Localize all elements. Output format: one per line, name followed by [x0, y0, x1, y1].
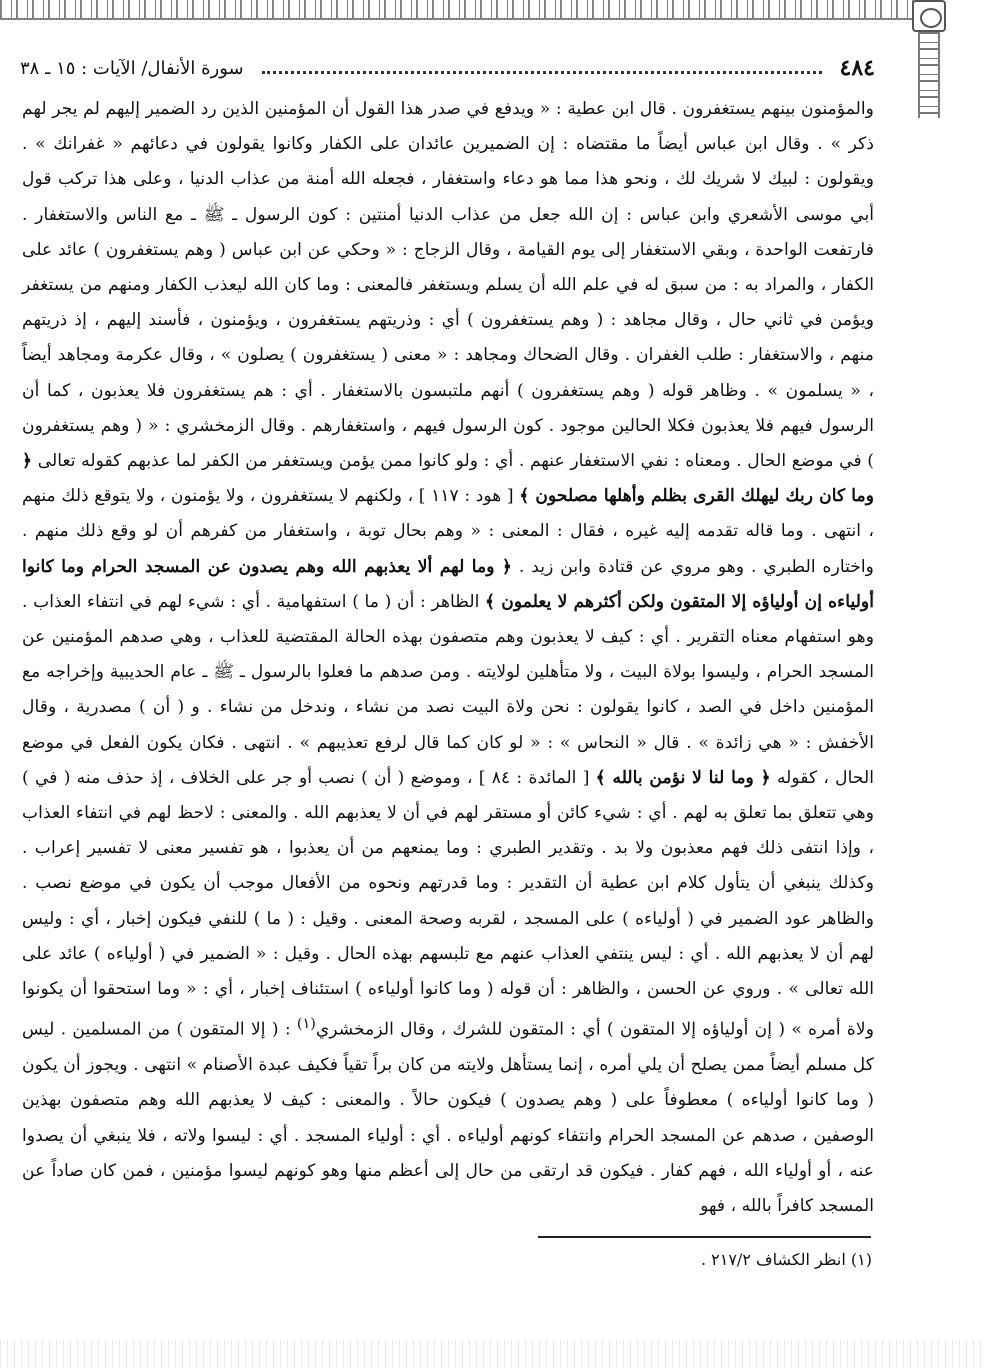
quran-verse: ﴿ وما كان ربك ليهلك القرى بظلم وأهلها مصلحون ﴾ — [22, 451, 875, 507]
page-number: ٤٨٤ — [839, 55, 875, 81]
body-text-segment: : ( إلا المتقون ) من المسلمين . ليس كل مسلم أيضاً ممن يصلح أن يلي أمره ، إنما يستأهل ولايته من كان براً تقياً فكيف عبدة الأصنام » انتهى . ويجوز أن يكون ( وما كانوا أولياءه ) معطوفاً على ( وهم يصدون ) فيكون حالاً . والمعنى : كيف لا يعذبهم الله وهم متصفون بهذين الوصفين ، صدهم عن المسجد الحرام وانتفاء كونهم أولياءه . أي : أولياء المسجد . أي : ليسوا ولاته ، فلا ينبغي أن يصدوا عنه ، أو أولياء الله ، فهم كفار . فيكون قد ارتقى من حال إلى أعظم منها وهو كونهم ليسوا مؤمنين ، فمن كان صاداً عن المسجد كافراً بالله ، فهو — [22, 1020, 874, 1217]
footnote: (١) انظر الكشاف ٢١٧/٢ . — [700, 1250, 872, 1269]
top-ornamental-border — [0, 0, 930, 20]
corner-ornament — [912, 0, 946, 32]
page-header — [20, 48, 875, 88]
body-text-segment: الظاهر : أن ( ما ) استفهامية . أي : شيء لهم في انتفاء العذاب . وهو استفهام معناه التقرير . أي : كيف لا يعذبون وهم متصفون بهذه الحالة المقتضية للعذاب ، وهي صدهم المؤمنين عن المسجد الحرام ، وليسوا بولاة البيت ، ولا متأهلين لولايته . ومن صدهم ما فعلوا بالرسول ـ ﷺ ـ عام الحديبية وإخراجه مع المؤمنين داخل في الصد ، كانوا يقولون : نحن ولاة البيت نصد من نشاء ، وندخل من نشاء . و ( أن ) مصدرية ، وقال الأخفش : « هي زائدة » . قال « النحاس » : « لو كان كما قال لرفع تعذيبهم » . انتهى . فكان يكون الفعل في موضع الحال ، كقوله — [22, 591, 875, 788]
page-body — [22, 92, 874, 1224]
body-text-segment: والمؤمنون بينهم يستغفرون . قال ابن عطية : « ويدفع في صدر هذا القول أن المؤمنين الذين رد الضمير إليهم لم يجر لهم ذكر » . وقال ابن عباس أيضاً ما مقتضاه : إن الضميرين عائدان على الكفار وكانوا يقولون في دعائهم « غفرانك » . ويقولون : لبيك لا شريك لك ، ونحو هذا مما هو دعاء واستغفار ، فجعله الله أمنة من عذاب الدنيا ، وعلى هذا تركب قول أبي موسى الأشعري وابن عباس : إن الله جعل من عذاب الدنيا أمنتين : كون الرسول ـ ﷺ ـ مع الناس والاستغفار . فارتفعت الواحدة ، وبقي الاستغفار إلى يوم القيامة ، وقال الزجاج : « وحكي عن ابن عباس ( وهم يستغفرون ) عائد على الكفار ، والمراد به : من سبق له في علم الله أن يسلم ويستغفر فالمعنى : وما كان الله ليعذب الكفار ومنهم من يستغفر ويؤمن في ثاني حال ، وقال مجاهد : ( وهم يستغفرون ) أي : وذريتهم يستغفرون ، ويؤمنون ، فأسند إليهم ، إذ ذريتهم منهم ، والاستغفار : طلب الغفران . وقال الضحاك ومجاهد : « معنى ( يستغفرون ) يصلون » ، وقال عكرمة ومجاهد أيضاً ، « يسلمون » . وظاهر قوله ( وهم يستغفرون ) أنهم ملتبسون بالاستغفار . أي : هم يستغفرون فلا يعذبون ، كما أن الرسول فيهم فلا يعذبون فكلا الحالين موجود . كون الرسول فيهم ، واستغفارهم . وقال الزمخشري : « ( وهم يستغفرون ) في موضع الحال . ومعناه : نفي الاستغفار عنهم . أي : ولو كانوا ممن يؤمن ويستغفر من الكفر لما عذبهم كقوله تعالى — [22, 99, 875, 472]
quran-verse: ﴿ وما لهم ألا يعذبهم الله وهم يصدون عن المسجد الحرام وما كانوا أولياءه إن أولياؤه إلا المتقون ولكن أكثرهم لا يعلمون ﴾ — [22, 556, 875, 612]
footnote-rule — [538, 1236, 871, 1238]
body-text-segment: [ المائدة : ٨٤ ] ، وموضع ( أن ) نصب أو جر على الخلاف ، إذ حذف منه ( في ) وهي تتعلق بما تعلق به لهم . أي : شيء كائن أو مستقر لهم في أن لا يعذبهم الله . والمعنى : لاحظ لهم في انتفاء العذاب ، وإذا انتفى ذلك فهم معذبون ولا بد . وتقدير الطبري : وما يمنعهم من أن يعذبوا ، هو تفسير معنى لا تفسير إعراب . وكذلك ينبغي أن يتأول كلام ابن عطية أن التقدير : وما قدرتهم ونحوه من الأفعال موجب أن يكون في موضع نصب . والظاهر عود الضمير في ( أولياءه ) على المسجد ، لقربه وصحة المعنى . وقيل : ( ما ) للنفي فيكون إخبار ، أي : وليس لهم أن لا يعذبهم الله . أي : ليس ينتفي العذاب عنهم مع تلبسهم بهذه الحال . وقيل : « الضمير في ( أولياءه ) عائد على الله تعالى » . وروي عن الحسن ، والظاهر : أن قوله ( وما كانوا أولياءه ) استئناف إخبار ، أي : « وما استحقوا أن يكونوا ولاة أمره » ( إن أولياؤه إلا المتقون ) أي : المتقون للشرك ، وقال الزمخشري — [22, 767, 874, 1041]
scan-noise-strip — [0, 1340, 987, 1368]
running-title: سورة الأنفال/ الآيات : ١٥ ـ ٣٨ — [20, 57, 244, 79]
body-text-segment: [ هود : ١١٧ ] ، ولكنهم لا يستغفرون ، ولا يؤمنون ، ولا يتوقع ذلك منهم ، انتهى . وما قاله تقدمه إليه غيره ، فقال : المعنى : « وهم بحال توبة ، واستغفار من كفرهم أن لو وقع ذلك منهم . واختاره الطبري . وهو مروي عن قتادة وابن زيد . — [22, 486, 874, 577]
quran-verse: ﴿ وما لنا لا نؤمن بالله ﴾ — [595, 767, 771, 788]
footnote-marker: (١) — [296, 1016, 316, 1033]
header-dotted-leader — [262, 71, 822, 74]
body-paragraph-1 — [22, 92, 874, 1224]
